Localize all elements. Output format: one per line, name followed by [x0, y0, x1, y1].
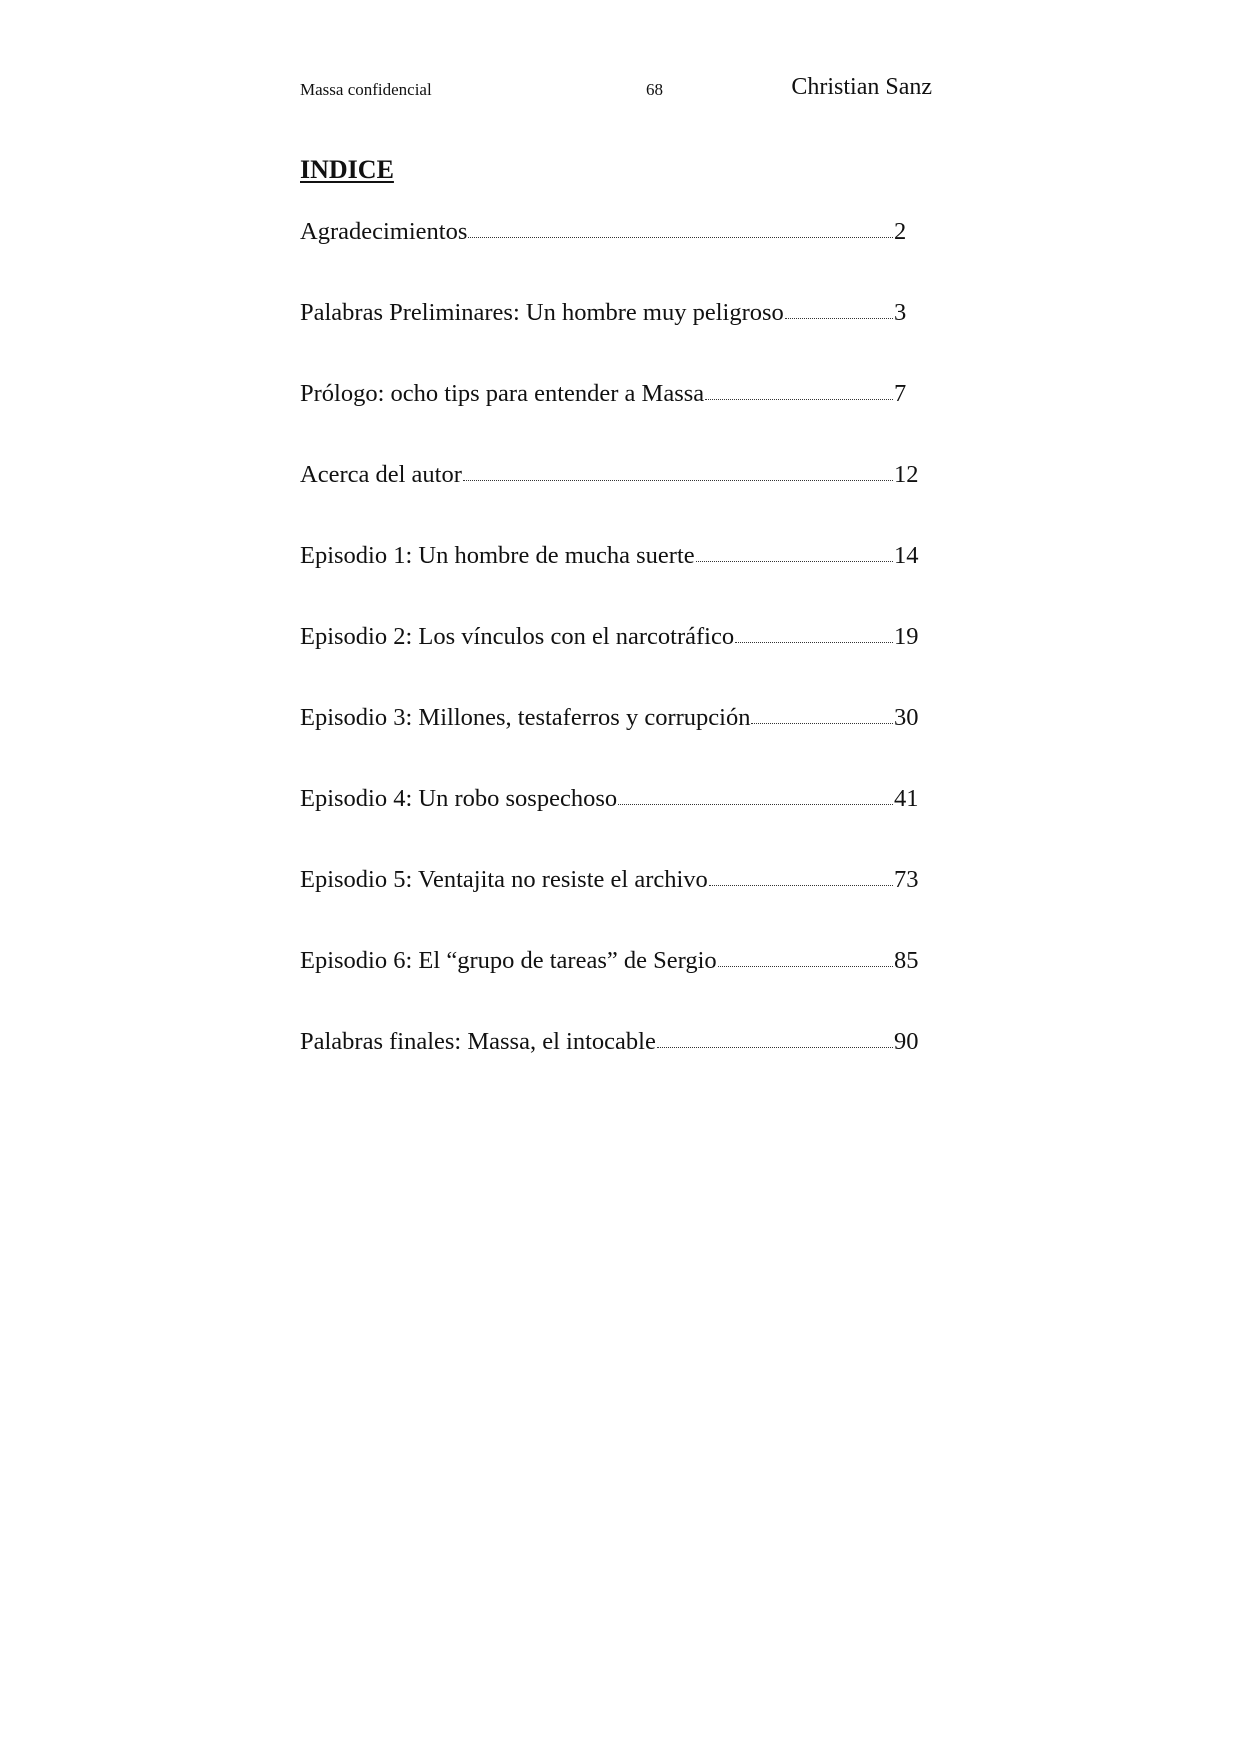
toc-entry — [300, 623, 920, 704]
toc-title: INDICE — [300, 155, 394, 184]
toc-entry — [300, 785, 920, 866]
toc-entry — [300, 866, 920, 947]
toc-entry-label: Episodio 5: Ventajita no resiste el archivo — [300, 866, 708, 893]
toc-entry-label: Episodio 6: El “grupo de tareas” de Sergio — [300, 947, 717, 974]
toc-dot-leader — [468, 237, 893, 238]
toc-entry-label: Prólogo: ocho tips para entender a Massa — [300, 380, 705, 407]
header-author: Christian Sanz — [791, 74, 932, 100]
toc-entry-page: 12 — [894, 461, 919, 488]
header-book-title: Massa confidencial — [300, 80, 432, 99]
toc-dot-leader — [718, 966, 893, 967]
toc-entry-label: Agradecimientos — [300, 218, 468, 245]
toc-entry — [300, 542, 920, 623]
toc-entry — [300, 218, 920, 299]
toc-entry — [300, 1028, 920, 1109]
toc-dot-leader — [657, 1047, 893, 1048]
toc-dot-leader — [785, 318, 893, 319]
toc-entry-page: 90 — [894, 1028, 919, 1055]
toc-entry-label: Episodio 3: Millones, testaferros y corrupción — [300, 704, 751, 731]
toc-entry — [300, 299, 920, 380]
toc-dot-leader — [618, 804, 893, 805]
toc-entry — [300, 461, 920, 542]
toc-entry-page: 30 — [894, 704, 919, 731]
toc-entry-page: 3 — [894, 299, 907, 326]
toc-entry-label: Episodio 2: Los vínculos con el narcotráfico — [300, 623, 735, 650]
toc-entry-page: 73 — [894, 866, 919, 893]
toc-entry-label: Palabras finales: Massa, el intocable — [300, 1028, 656, 1055]
toc-dot-leader — [735, 642, 893, 643]
toc-dot-leader — [751, 723, 893, 724]
toc-entry-label: Palabras Preliminares: Un hombre muy peligroso — [300, 299, 784, 326]
toc-entry-page: 14 — [894, 542, 919, 569]
toc-entry — [300, 704, 920, 785]
toc-entry — [300, 947, 920, 1028]
toc-entry-page: 41 — [894, 785, 919, 812]
toc-dot-leader — [705, 399, 893, 400]
toc-dot-leader — [696, 561, 893, 562]
toc-dot-leader — [463, 480, 893, 481]
toc-entry-page: 85 — [894, 947, 919, 974]
toc-entry-label: Acerca del autor — [300, 461, 462, 488]
page-header — [300, 74, 932, 106]
toc-entry-page: 19 — [894, 623, 919, 650]
toc-entry — [300, 380, 920, 461]
table-of-contents — [300, 218, 920, 1109]
toc-entry-page: 2 — [894, 218, 907, 245]
toc-entry-page: 7 — [894, 380, 907, 407]
toc-dot-leader — [709, 885, 893, 886]
header-page-number: 68 — [646, 80, 663, 99]
toc-entry-label: Episodio 4: Un robo sospechoso — [300, 785, 618, 812]
toc-entry-label: Episodio 1: Un hombre de mucha suerte — [300, 542, 695, 569]
